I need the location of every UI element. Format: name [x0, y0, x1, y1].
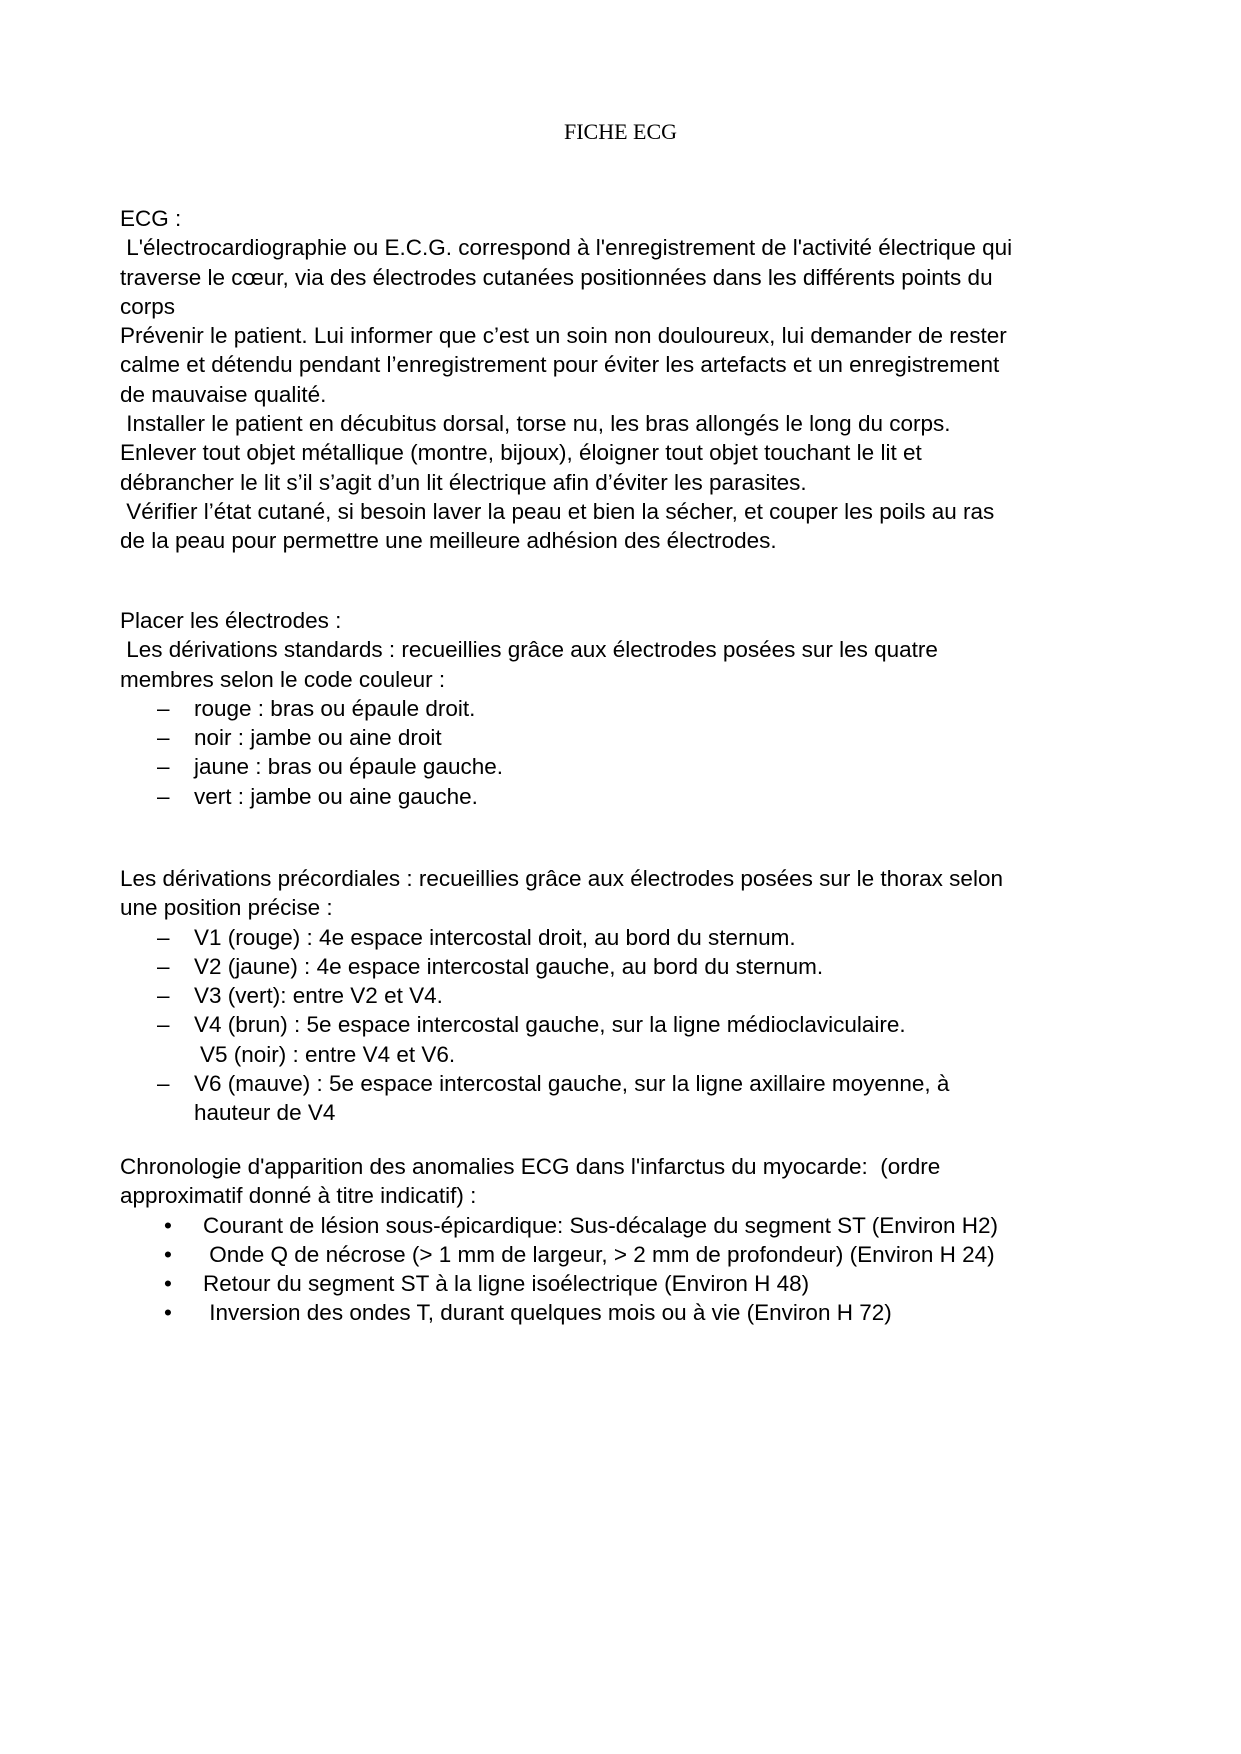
standard-leads-list	[120, 694, 1140, 811]
bullet-marker: •	[164, 1212, 172, 1238]
paragraph-line: approximatif donné à titre indicatif) :	[120, 1183, 477, 1209]
paragraph-line: de mauvaise qualité.	[120, 381, 327, 407]
list-item-text: Inversion des ondes T, durant quelques mois ou à vie (Environ H 72)	[203, 1300, 892, 1326]
paragraph-line: Prévenir le patient. Lui informer que c’est un soin non douloureux, lui demander de rester	[120, 323, 1007, 349]
section-placement	[120, 606, 1140, 811]
list-item	[120, 1040, 1140, 1069]
paragraph-line: Vérifier l’état cutané, si besoin laver la peau et bien la sécher, et couper les poils au ras	[120, 498, 995, 524]
paragraph-line: L'électrocardiographie ou E.C.G. correspond à l'enregistrement de l'activité électrique qui	[120, 235, 1013, 261]
list-item	[120, 1069, 1140, 1128]
paragraph-line: Les dérivations standards : recueillies grâce aux électrodes posées sur les quatre	[120, 637, 938, 663]
dash-marker: –	[157, 754, 170, 780]
list-item-text: V1 (rouge) : 4e espace intercostal droit, au bord du sternum.	[194, 924, 796, 950]
list-item	[120, 1211, 1140, 1240]
precordial-leads-list	[120, 923, 1140, 1128]
dash-marker: –	[157, 983, 170, 1009]
list-item	[120, 952, 1140, 981]
dash-marker: –	[157, 725, 170, 751]
list-item-text: Retour du segment ST à la ligne isoélectrique (Environ H 48)	[203, 1271, 810, 1297]
list-item	[120, 981, 1140, 1010]
list-item-text: V4 (brun) : 5e espace intercostal gauche, sur la ligne médioclaviculaire.	[194, 1012, 906, 1038]
bullet-marker: •	[164, 1241, 172, 1267]
paragraph-line: Enlever tout objet métallique (montre, bijoux), éloigner tout objet touchant le lit et	[120, 440, 922, 466]
list-item-text: Courant de lésion sous-épicardique: Sus-décalage du segment ST (Environ H2)	[203, 1212, 999, 1238]
dash-marker: –	[157, 953, 170, 979]
list-item-text: jaune : bras ou épaule gauche.	[194, 754, 503, 780]
list-item	[120, 923, 1140, 952]
dash-marker: –	[157, 1071, 170, 1097]
list-item	[120, 782, 1140, 811]
section-chronology	[120, 1152, 1140, 1328]
dash-marker: –	[157, 1012, 170, 1038]
bullet-marker: •	[164, 1300, 172, 1326]
infarction-chronology-list	[120, 1211, 1140, 1328]
list-item	[120, 1298, 1140, 1327]
list-item	[120, 1010, 1140, 1039]
dash-marker: –	[157, 695, 170, 721]
section-heading: Placer les électrodes :	[120, 608, 342, 633]
paragraph-line: corps	[120, 293, 176, 319]
list-item-text-line: V6 (mauve) : 5e espace intercostal gauche, sur la ligne axillaire moyenne, à	[194, 1071, 950, 1097]
bullet-marker: •	[164, 1271, 172, 1297]
paragraph-line: une position précise :	[120, 895, 333, 921]
list-item	[120, 723, 1140, 752]
paragraph-line: Les dérivations précordiales : recueillies grâce aux électrodes posées sur le thorax selon	[120, 866, 1003, 891]
list-item-text: vert : jambe ou aine gauche.	[194, 783, 478, 809]
dash-marker: –	[157, 783, 170, 809]
paragraph-line: Installer le patient en décubitus dorsal, torse nu, les bras allongés le long du corps.	[120, 411, 951, 437]
list-item-text	[194, 1069, 1140, 1128]
list-item-text: V5 (noir) : entre V4 et V6.	[200, 1041, 456, 1067]
paragraph-line: Chronologie d'apparition des anomalies ECG dans l'infarctus du myocarde: (ordre	[120, 1154, 941, 1179]
paragraph-line: débrancher le lit s’il s’agit d’un lit électrique afin d’éviter les parasites.	[120, 469, 807, 495]
list-item-text: V3 (vert): entre V2 et V4.	[194, 983, 443, 1009]
list-item	[120, 1240, 1140, 1269]
list-item	[120, 752, 1140, 781]
paragraph-line: de la peau pour permettre une meilleure adhésion des électrodes.	[120, 528, 777, 554]
section-heading: ECG :	[120, 206, 182, 231]
paragraph-line: traverse le cœur, via des électrodes cutanées positionnées dans les différents points du	[120, 264, 993, 290]
dash-marker: –	[157, 924, 170, 950]
list-item-text: Onde Q de nécrose (> 1 mm de largeur, > 2 mm de profondeur) (Environ H 24)	[203, 1241, 995, 1267]
list-item-text: noir : jambe ou aine droit	[194, 725, 442, 751]
document-title: FICHE ECG	[563, 119, 678, 144]
section-ecg	[120, 204, 1140, 556]
paragraph-line: membres selon le code couleur :	[120, 666, 446, 692]
list-item	[120, 694, 1140, 723]
list-item	[120, 1269, 1140, 1298]
section-precordial	[120, 864, 1140, 1128]
list-item-text: rouge : bras ou épaule droit.	[194, 695, 476, 721]
list-item-text: V2 (jaune) : 4e espace intercostal gauche, au bord du sternum.	[194, 953, 824, 979]
list-item-text-line: hauteur de V4	[194, 1100, 336, 1126]
paragraph-line: calme et détendu pendant l’enregistrement pour éviter les artefacts et un enregistrement	[120, 352, 1000, 378]
